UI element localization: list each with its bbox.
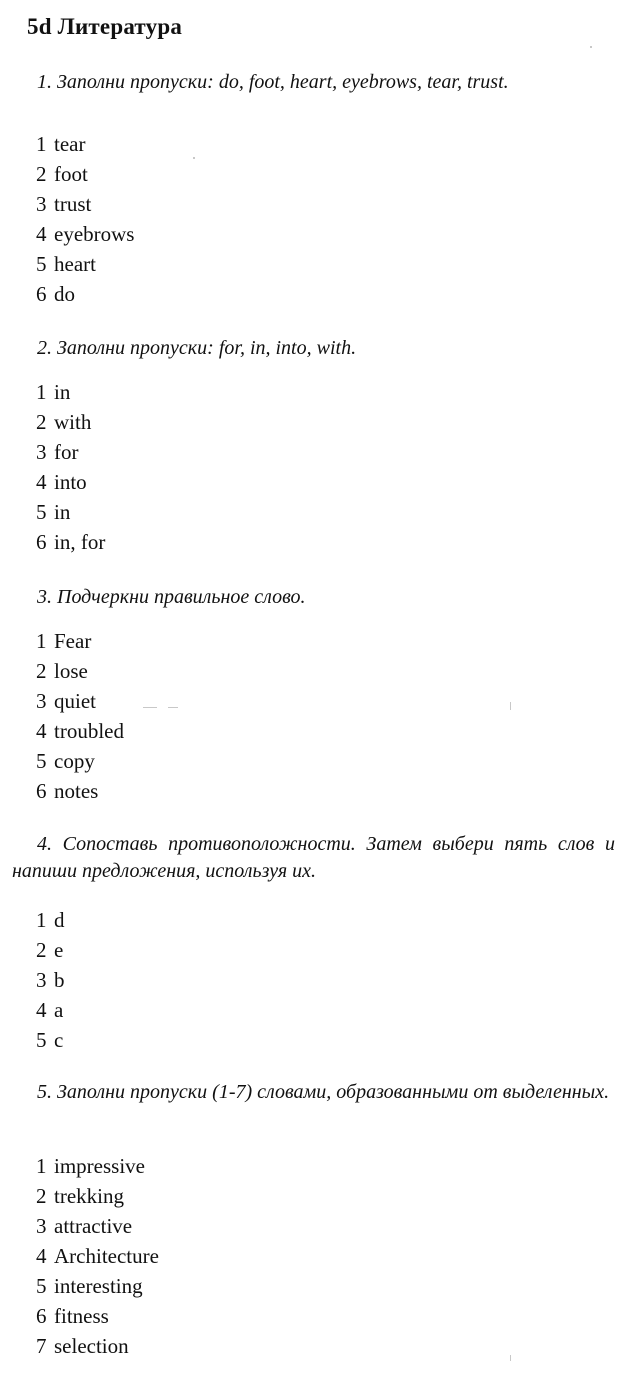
answer-item (36, 129, 134, 159)
answer-item (36, 686, 124, 716)
answer-number: 3 (36, 440, 47, 464)
answer-item (36, 279, 134, 309)
answer-item (36, 626, 124, 656)
answer-text: trust (54, 192, 92, 216)
exercise-1-instruction: 1. Заполни пропуски: do, foot, heart, eyebrows, tear, trust. (37, 71, 509, 93)
answer-text: copy (54, 749, 95, 773)
answer-number: 6 (36, 282, 47, 306)
answer-number: 3 (36, 1214, 47, 1238)
answer-item (36, 219, 134, 249)
answer-text: attractive (54, 1214, 133, 1238)
answer-item (36, 1181, 159, 1211)
answer-item (36, 995, 65, 1025)
answer-number: 5 (36, 500, 47, 524)
answer-number: 4 (36, 998, 47, 1022)
answer-text: e (54, 938, 64, 962)
answer-item (36, 467, 105, 497)
answer-item (36, 1331, 159, 1361)
answer-item (36, 189, 134, 219)
answer-number: 5 (36, 1028, 47, 1052)
answer-item (36, 377, 105, 407)
scan-speck (510, 1355, 511, 1361)
scan-speck (168, 707, 178, 708)
answer-text: a (54, 998, 64, 1022)
answer-text: fitness (54, 1304, 109, 1328)
answer-item (36, 746, 124, 776)
answer-text: into (54, 470, 87, 494)
answer-number: 1 (36, 629, 47, 653)
exercise-5-answers (36, 1151, 159, 1361)
answer-number: 7 (36, 1334, 47, 1358)
answer-number: 3 (36, 192, 47, 216)
answer-item (36, 905, 65, 935)
answer-number: 6 (36, 1304, 47, 1328)
answer-number: 2 (36, 1184, 47, 1208)
answer-item (36, 497, 105, 527)
answer-number: 1 (36, 908, 47, 932)
answer-text: troubled (54, 719, 124, 743)
answer-number: 5 (36, 1274, 47, 1298)
answer-text: lose (54, 659, 88, 683)
answer-number: 2 (36, 410, 47, 434)
exercise-2-instruction: 2. Заполни пропуски: for, in, into, with. (37, 337, 357, 359)
answer-text: c (54, 1028, 64, 1052)
answer-number: 1 (36, 132, 47, 156)
exercise-3-instruction: 3. Подчеркни правильное слово. (37, 586, 306, 608)
answer-text: interesting (54, 1274, 143, 1298)
answer-number: 2 (36, 162, 47, 186)
answer-number: 4 (36, 719, 47, 743)
answer-number: 2 (36, 659, 47, 683)
answer-item (36, 935, 65, 965)
answer-item (36, 249, 134, 279)
page-title: 5d Литература (27, 14, 183, 39)
answer-item (36, 1301, 159, 1331)
answer-text: b (54, 968, 65, 992)
exercise-1-answers (36, 129, 134, 309)
answer-text: do (54, 282, 75, 306)
answer-text: in (54, 380, 71, 404)
answer-text: foot (54, 162, 88, 186)
answer-number: 5 (36, 749, 47, 773)
answer-item (36, 776, 124, 806)
answer-item (36, 1211, 159, 1241)
answer-text: quiet (54, 689, 96, 713)
exercise-4-answers (36, 905, 65, 1055)
answer-number: 4 (36, 222, 47, 246)
answer-item (36, 1241, 159, 1271)
answer-number: 3 (36, 689, 47, 713)
answer-item (36, 1271, 159, 1301)
answer-text: Fear (54, 629, 92, 653)
answer-number: 4 (36, 470, 47, 494)
answer-item (36, 437, 105, 467)
answer-item (36, 1025, 65, 1055)
answer-text: tear (54, 132, 86, 156)
answer-item (36, 965, 65, 995)
exercise-3-answers (36, 626, 124, 806)
answer-item (36, 716, 124, 746)
answer-text: trekking (54, 1184, 124, 1208)
scan-speck (510, 702, 511, 710)
exercise-5-instruction: 5. Заполни пропуски (1-7) словами, образованными от выделенных. (37, 1081, 610, 1103)
answer-number: 3 (36, 968, 47, 992)
answer-number: 4 (36, 1244, 47, 1268)
answer-text: for (54, 440, 79, 464)
answer-text: in (54, 500, 71, 524)
scan-speck (193, 157, 195, 159)
answer-text: eyebrows (54, 222, 135, 246)
scan-speck (590, 46, 592, 48)
exercise-4-instruction: 4. Сопоставь противоположности. Затем выбери пять слов и напиши предложения, используя их. (12, 833, 615, 882)
scan-speck (143, 707, 157, 708)
answer-item (36, 1151, 159, 1181)
answer-text: with (54, 410, 92, 434)
answer-text: selection (54, 1334, 129, 1358)
answer-number: 1 (36, 380, 47, 404)
answer-number: 5 (36, 252, 47, 276)
answer-text: d (54, 908, 65, 932)
answer-item (36, 656, 124, 686)
answer-number: 6 (36, 530, 47, 554)
answer-text: notes (54, 779, 99, 803)
answer-number: 6 (36, 779, 47, 803)
exercise-2-answers (36, 377, 105, 557)
answer-item (36, 159, 134, 189)
answer-text: heart (54, 252, 96, 276)
answer-item (36, 527, 105, 557)
answer-text: impressive (54, 1154, 145, 1178)
answer-number: 2 (36, 938, 47, 962)
answer-text: in, for (54, 530, 106, 554)
answer-number: 1 (36, 1154, 47, 1178)
answer-item (36, 407, 105, 437)
answer-text: Architecture (54, 1244, 159, 1268)
